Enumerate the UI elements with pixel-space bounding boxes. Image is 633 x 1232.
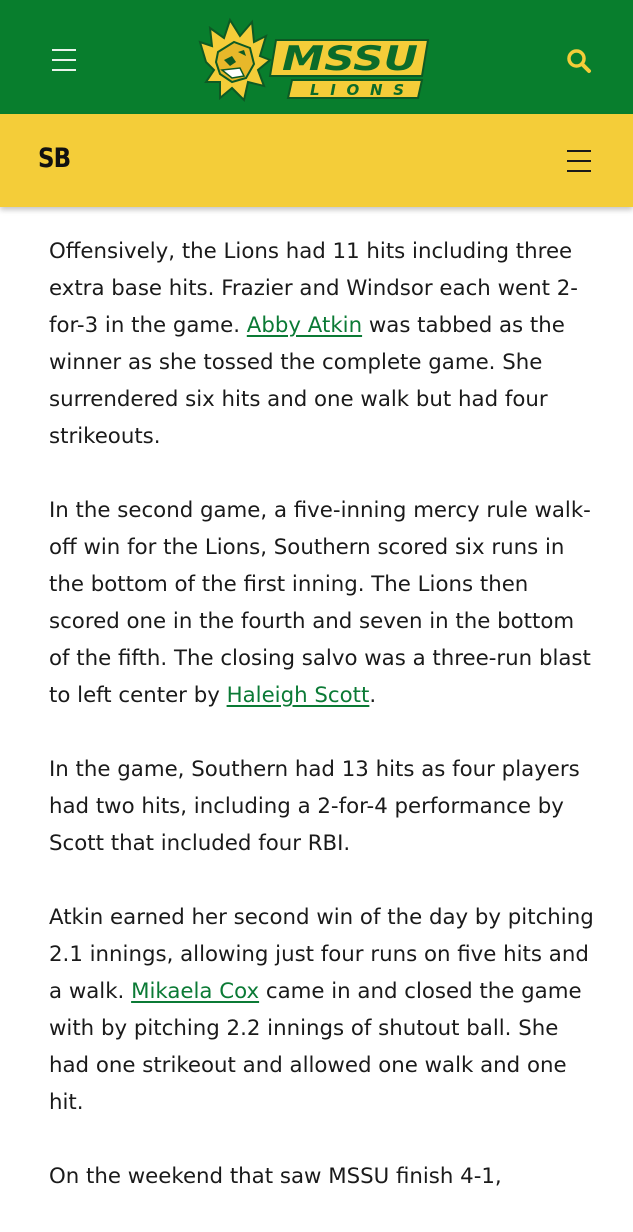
lion-head-icon [200,20,270,100]
sport-title[interactable]: SB [38,143,71,174]
paragraph-text: Offensively, the Lions had 11 hits including three extra base hits. Frazier and Windsor each went 2-for-3 in the game. [49,239,578,338]
hamburger-line [52,59,76,61]
player-link-haleigh-scott[interactable]: Haleigh Scott [226,683,370,708]
paragraph-text: came in and closed the game with by pitching 2.2 innings of shutout ball. She had one strikeout and allowed one walk and one hit. [49,979,582,1115]
mssu-wordmark [270,39,428,79]
paragraph-text: Atkin earned her second win of the day by pitching 2.1 innings, allowing just four runs on five hits and a walk. [49,905,594,1004]
logo-word: MSSU [282,39,418,79]
hamburger-line [567,160,591,162]
article-paragraph [49,492,597,714]
player-link-mikaela-cox[interactable]: Mikaela Cox [131,979,260,1004]
paragraph-text: . [369,683,377,708]
paragraph-text: In the game, Southern had 13 hits as four players had two hits, including a 2-for-4 performance by Scott that included four RBI. [49,757,580,856]
mssu-lions-logo[interactable] [196,12,432,106]
logo-sub: LIONS [310,81,404,99]
player-link-abby-atkin[interactable]: Abby Atkin [246,313,363,338]
article-paragraph [49,751,597,862]
article-paragraph [49,899,597,1121]
search-icon[interactable] [566,48,592,74]
hamburger-line [567,150,591,152]
article-body [49,233,597,1232]
paragraph-text: On the weekend that saw MSSU finish 4-1, [49,1164,502,1189]
paragraph-text: In the second game, a five-inning mercy rule walk-off win for the Lions, Southern scored six runs in the bottom of the first inning. The Lions then scored one in the fourth and seven in the bottom of the fifth. The closing salvo was a three-run blast to left center by [49,498,591,708]
main-menu-button[interactable] [52,49,76,71]
sport-nav-bar [0,114,633,207]
article-paragraph [49,1158,597,1195]
hamburger-line [567,170,591,172]
article-paragraph [49,233,597,455]
top-header-bar [0,0,633,114]
paragraph-text: was tabbed as the winner as she tossed the complete game. She surrendered six hits and one walk but had four strikeouts. [49,313,565,449]
lions-wordmark [288,80,422,99]
sport-menu-button[interactable] [567,150,591,172]
hamburger-line [52,49,76,51]
hamburger-line [52,69,76,71]
